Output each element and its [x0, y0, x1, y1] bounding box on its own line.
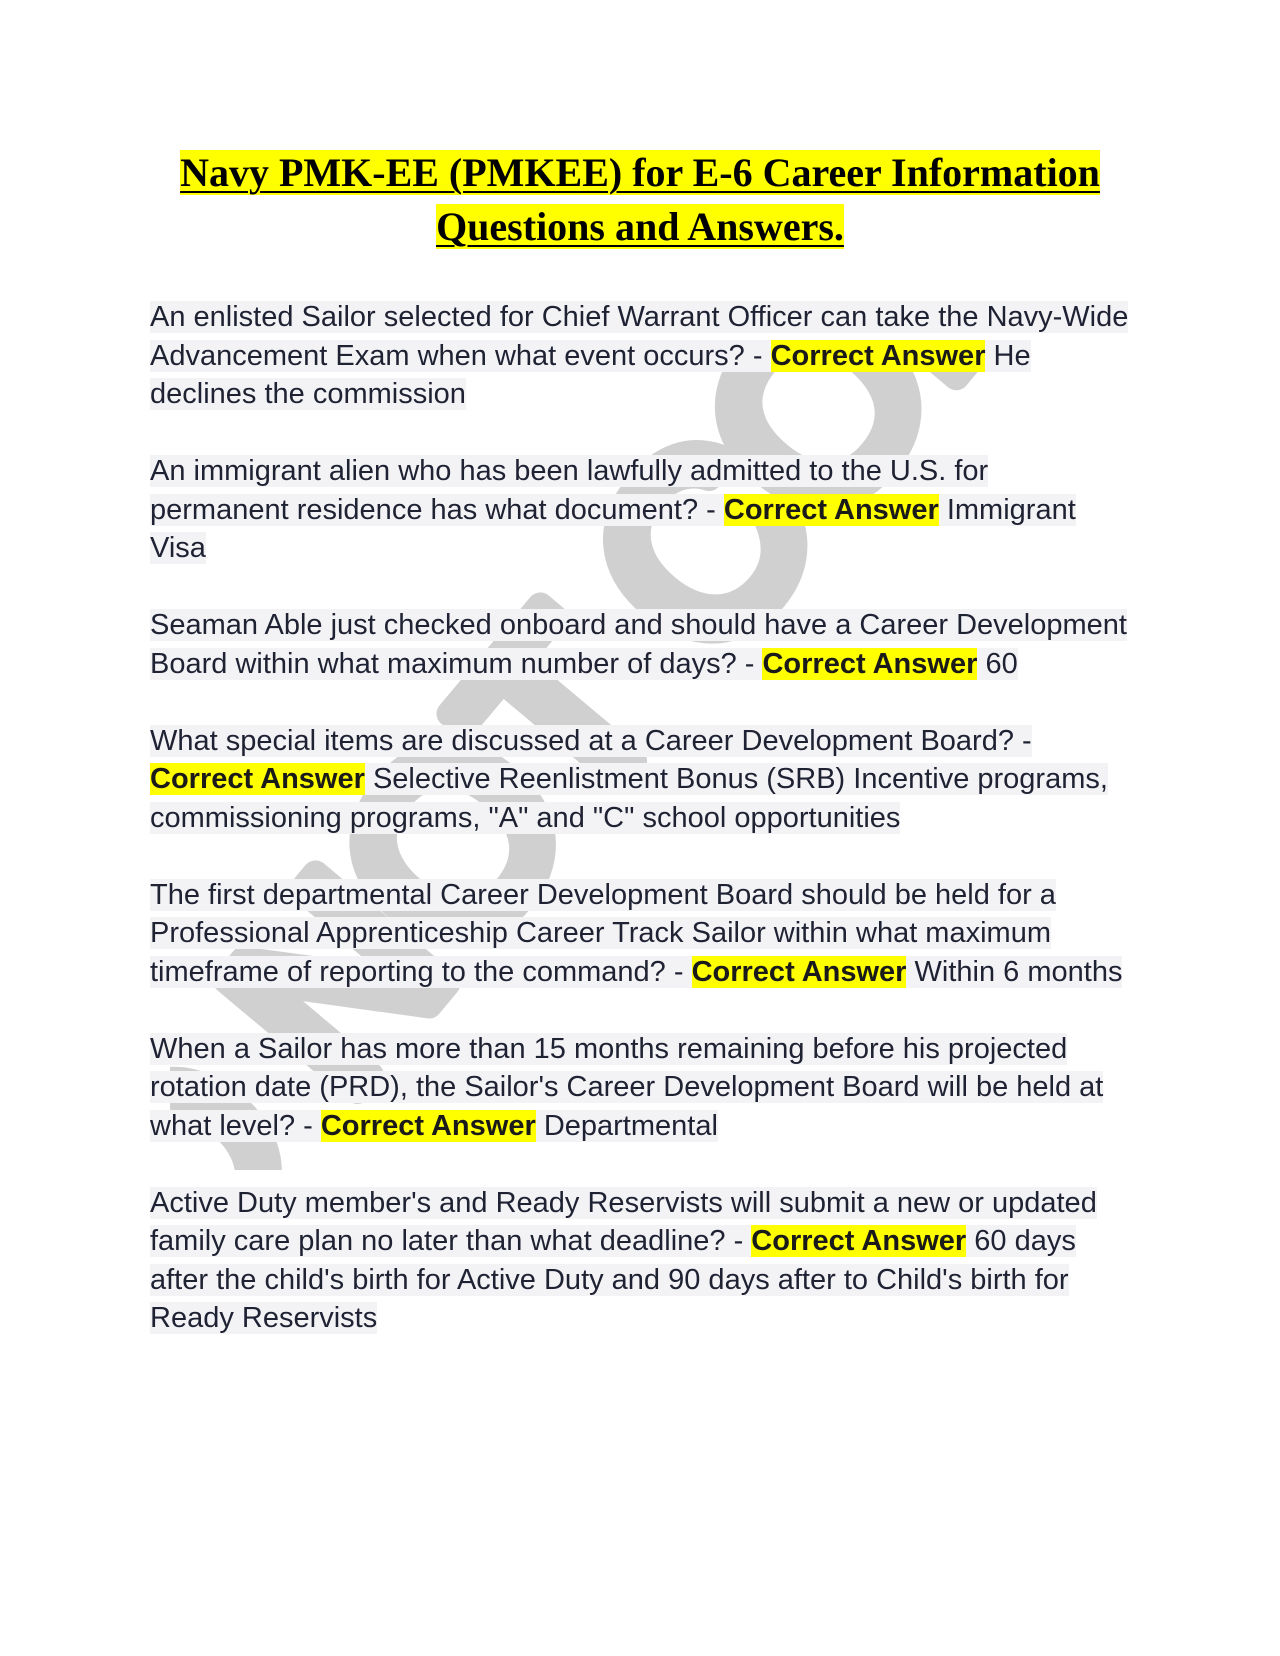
correct-answer-label: Correct Answer [751, 1225, 967, 1257]
question-text: What special items are discussed at a Career Development Board? - [150, 724, 1032, 757]
qa-item-shade [150, 1033, 1103, 1142]
qa-item-shade [150, 1187, 1097, 1335]
question-text: Active Duty member's and Ready Reservists will submit a new or updated family care plan no later than what deadline? - [150, 1186, 1097, 1257]
qa-item [150, 876, 1130, 992]
answer-text: Selective Reenlistment Bonus (SRB) Incentive programs, commissioning programs, "A" and "C" school opportunities [150, 763, 1108, 834]
qa-item-shade [150, 455, 1076, 564]
qa-item [150, 606, 1130, 683]
qa-item-shade [150, 301, 1128, 410]
answer-text: 60 days after the child's birth for Active Duty and 90 days after to Child's birth for Ready Reservists [150, 1225, 1076, 1334]
question-text: An enlisted Sailor selected for Chief Warrant Officer can take the Navy-Wide Advancement Exam when what event occurs? - [150, 301, 1129, 372]
correct-answer-label: Correct Answer [691, 955, 907, 988]
qa-item-shade [150, 879, 1122, 988]
answer-text: Immigrant Visa [150, 493, 1076, 564]
qa-item [150, 1030, 1130, 1146]
qa-item [150, 452, 1130, 568]
answer-text: Within 6 months [914, 955, 1123, 988]
answer-text: He declines the commission [150, 339, 1031, 410]
answer-text: 60 [985, 647, 1018, 680]
document-content [150, 146, 1130, 1376]
question-text: Seaman Able just checked onboard and should have a Career Development Board within what maximum number of days? - [150, 609, 1127, 680]
answer-text: Departmental [543, 1109, 718, 1142]
qa-item [150, 1184, 1130, 1338]
qa-item [150, 722, 1130, 838]
question-text: When a Sailor has more than 15 months remaining before his projected rotation date (PRD), the Sailor's Career Development Board will be held at what level? - [150, 1032, 1104, 1142]
qa-item-shade [150, 725, 1108, 834]
question-text: The first departmental Career Development Board should be held for a Professional Apprenticeship Career Track Sailor within what maximum timeframe of reporting to the command? - [150, 878, 1056, 988]
document-title-text: Navy PMK-EE (PMKEE) for E-6 Career Information Questions and Answers. [180, 150, 1100, 249]
qa-list [150, 298, 1130, 1338]
correct-answer-label: Correct Answer [770, 339, 986, 372]
correct-answer-label: Correct Answer [762, 647, 978, 680]
correct-answer-label: Correct Answer [320, 1109, 536, 1142]
correct-answer-label: Correct Answer [150, 763, 365, 795]
question-text: An immigrant alien who has been lawfully admitted to the U.S. for permanent residence has what document? - [150, 455, 989, 526]
qa-item-shade [150, 609, 1127, 680]
correct-answer-label: Correct Answer [723, 493, 939, 526]
document-title [150, 146, 1130, 254]
qa-item [150, 298, 1130, 414]
